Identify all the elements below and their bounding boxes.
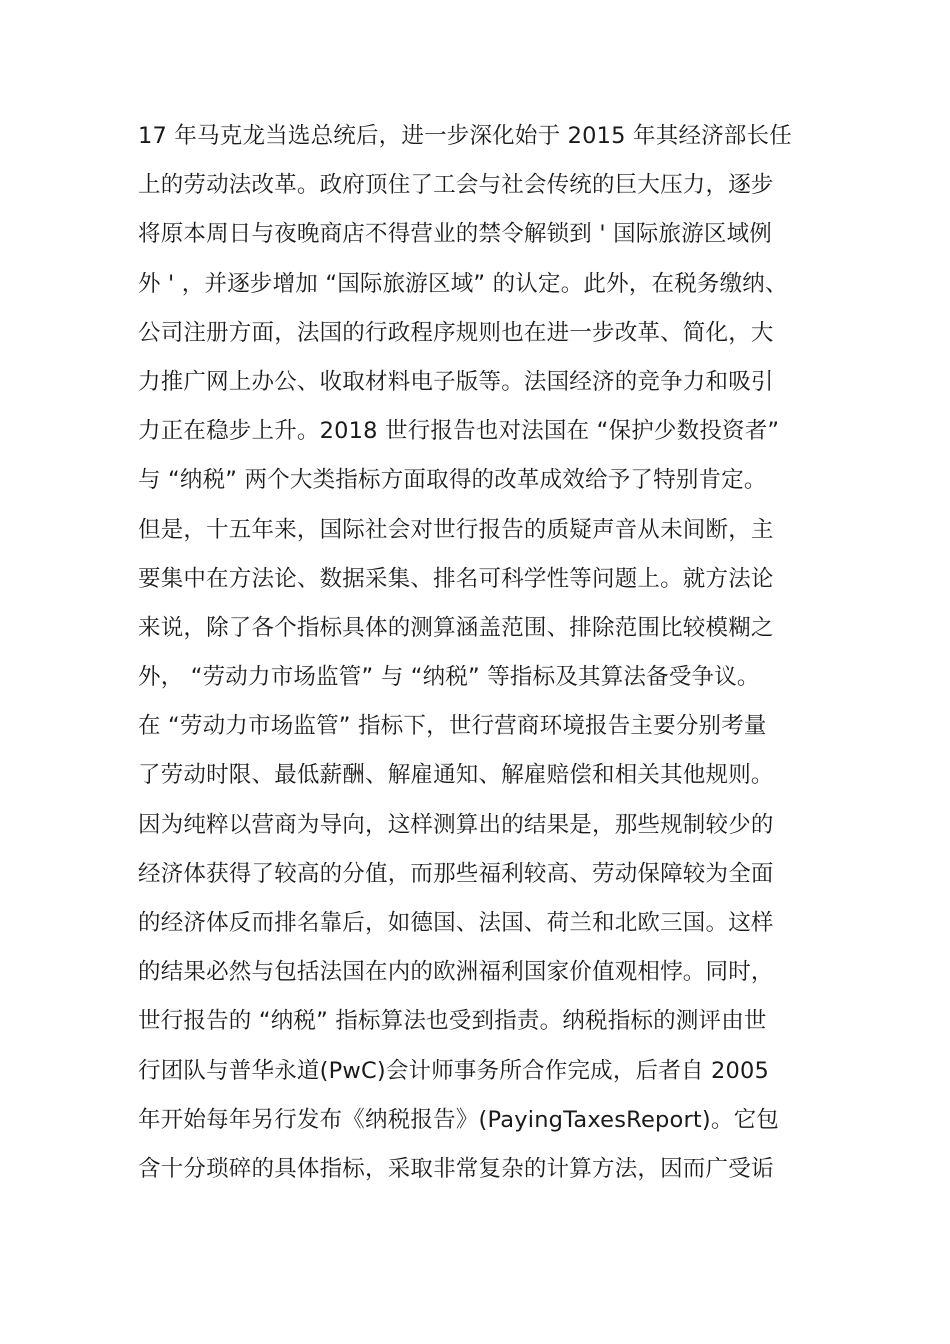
text-line: 了劳动时限、最低薪酬、解雇通知、解雇赔偿和相关其他规则。 (138, 762, 774, 789)
text-line: 将原本周日与夜晚商店不得营业的禁令解锁到 ' 国际旅游区域例 (138, 221, 772, 248)
text-line: 外， “劳动力市场监管” 与 “纳税” 等指标及其算法备受争议。 (138, 664, 760, 691)
text-line: 但是，十五年来，国际社会对世行报告的质疑声音从未间断，主 (138, 516, 774, 543)
text-line: 世行报告的 “纳税” 指标算法也受到指责。纳税指标的测评由世 (138, 1008, 767, 1035)
text-line: 与 “纳税” 两个大类指标方面取得的改革成效给予了特别肯定。 (138, 467, 767, 494)
text-line: 因为纯粹以营商为导向，这样测算出的结果是，那些规制较少的 (138, 811, 774, 838)
text-line: 外 ' ，并逐步增加 “国际旅游区域” 的认定。此外，在税务缴纳、 (138, 270, 788, 297)
text-line: 经济体获得了较高的分值，而那些福利较高、劳动保障较为全面 (138, 860, 774, 887)
text-line: 的经济体反而排名靠后，如德国、法国、荷兰和北欧三国。这样 (138, 910, 774, 936)
text-line: 含十分琐碎的具体指标，采取非常复杂的计算方法，因而广受诟 (138, 1155, 774, 1182)
text-line: 行团队与普华永道(PwC)会计师事务所合作完成，后者自 2005 (138, 1057, 770, 1084)
text-line: 在 “劳动力市场监管” 指标下，世行营商环境报告主要分别考量 (138, 713, 767, 740)
body-text (138, 112, 818, 1194)
text-line: 力推广网上办公、收取材料电子版等。法国经济的竞争力和吸引 (138, 368, 774, 395)
text-line: 来说，除了各个指标具体的测算涵盖范围、排除范围比较模糊之 (138, 614, 774, 641)
text-line: 的结果必然与包括法国在内的欧洲福利国家价值观相悖。同时， (138, 959, 774, 986)
text-line: 公司注册方面，法国的行政程序规则也在进一步改革、简化，大 (138, 319, 774, 346)
text-line: 17 年马克龙当选总统后，进一步深化始于 2015 年其经济部长任 (138, 123, 792, 149)
text-line: 力正在稳步上升。2018 世行报告也对法国在 “保护少数投资者” (138, 418, 780, 445)
text-line: 要集中在方法论、数据采集、排名可科学性等问题上。就方法论 (138, 565, 774, 592)
text-line: 年开始每年另行发布《纳税报告》(PayingTaxesReport)。它包 (138, 1106, 779, 1133)
text-line: 上的劳动法改革。政府顶住了工会与社会传统的巨大压力，逐步 (138, 172, 774, 199)
